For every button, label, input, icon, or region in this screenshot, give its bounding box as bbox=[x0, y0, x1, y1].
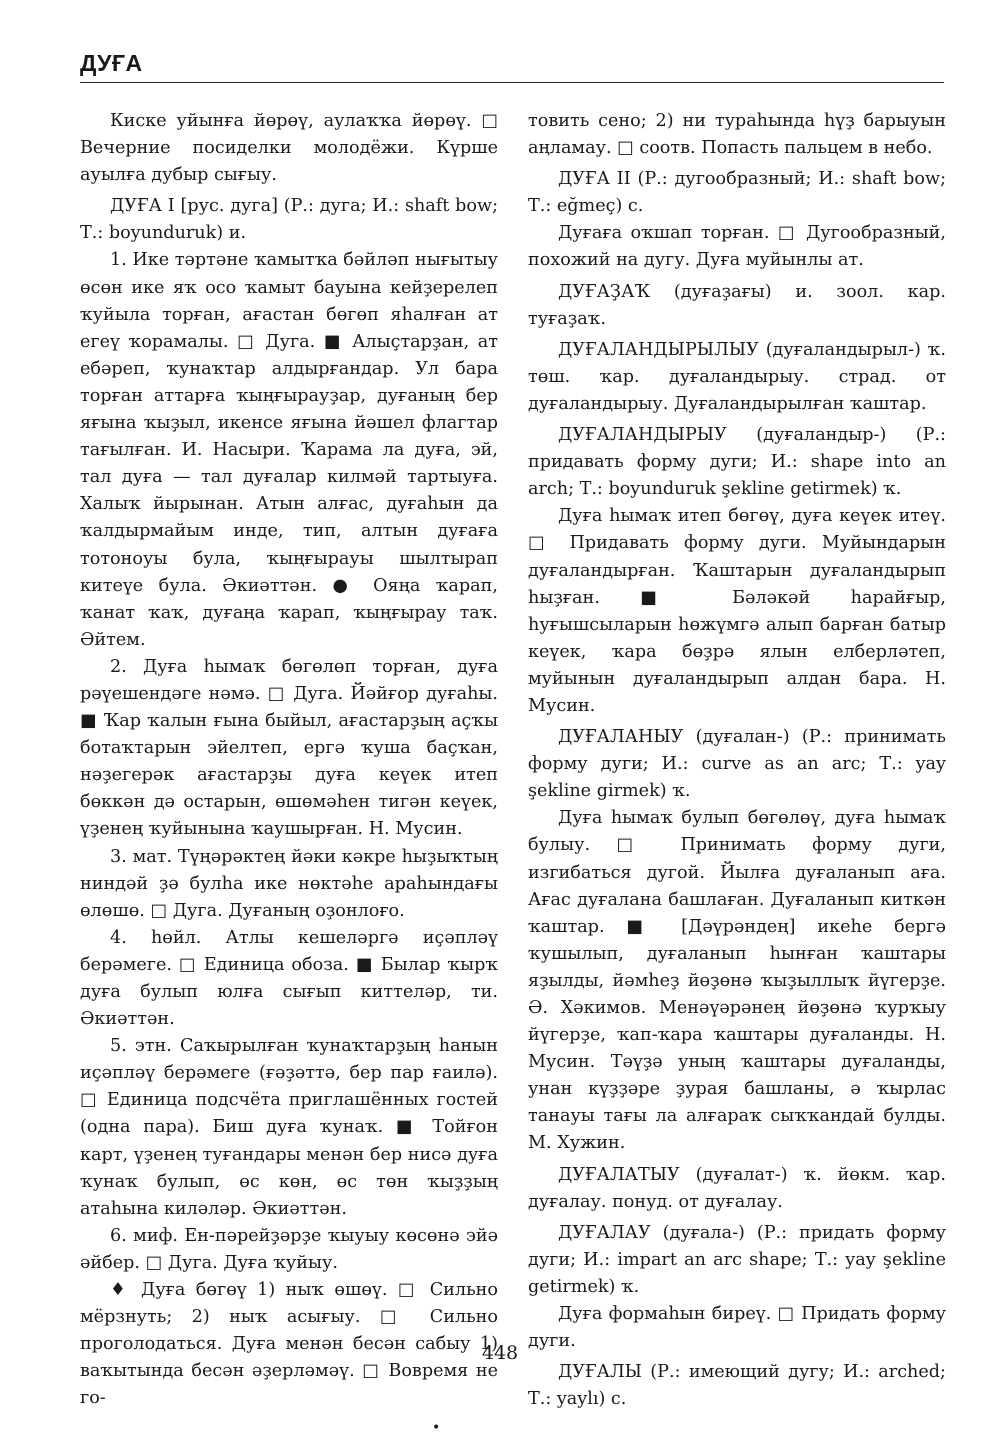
dictionary-paragraph: 6. миф. Ен-пәрейҙәрҙе ҡыуыу көсөнә эйә әйбер. □ Дуга. Дуға ҡуйыу. bbox=[80, 1225, 498, 1273]
dictionary-paragraph: ДУҒА II (Р.: дугообразный; И.: shaft bow; Т.: eğmeç) с. bbox=[528, 169, 946, 217]
dictionary-paragraph: Дуға һымаҡ итеп бөгөү, дуға кеүек итеү. □ Придавать форму дуги. Муйындарын дуғаландырған. Ҡаштарын дуғаландырып һыҙған. ■ Бәләкәй һарайғыр, һуғышсыларын һөжүмгә алып барған батыр кеүек, ҡара бөҙрә ялын елберләтеп, муйынын дуғаландырып алдан бара. Н. Мусин. bbox=[528, 506, 946, 716]
right-column bbox=[528, 108, 946, 1413]
page-number: 448 bbox=[481, 1342, 519, 1364]
dictionary-paragraph: 5. этн. Саҡырылған ҡунаҡтарҙың һанын иҫәпләү берәмеге (ғәҙәттә, бер пар ғаилә). □ Единица подсчёта приглашённых гостей (одна пара). Биш дуға ҡунаҡ. ■ Тойғон карт, үҙенең туғандары менән бер нисә дуға ҡунаҡ булып, өс көн, өс төн ҡыҙҙың атаһына киләләр. Әкиәттән. bbox=[80, 1036, 498, 1219]
dictionary-paragraph: 1. Ике тәртәне ҡамытҡа бәйләп нығытыу өсөн ике яҡ осо ҡамыт бауына кейҙерелеп ҡуйыла торған, ағастан бөгөп яһалған ат егеү ҡорамалы. □ Дуга. ■ Алыҫтарҙан, ат ебәреп, ҡунаҡтар алдырғандар. Ул бара торған аттарға ҡыңғырауҙар, дуғаның бер яғына ҡыҙыл, икенсе яғына йәшел флагтар тағылған. И. Насыри. Ҡарама ла дуға, эй, тал дуға — тал дуғалар килмәй тартыуға. Халыҡ йырынан. Атын алғас, дуғаһын да ҡалдырмайым инде, тип, алтын дуғаға тотоноуы була, ҡыңғырауы шылтырап китеүе була. Әкиәттән. ● Ояңа ҡарап, ҡанат ҡаҡ, дуғаңа ҡарап, ҡыңғырау таҡ. Әйтем. bbox=[80, 250, 498, 650]
dictionary-paragraph: Дуғаға оҡшап торған. □ Дугообразный, похожий на дугу. Дуға муйынлы ат. bbox=[528, 223, 946, 271]
dictionary-paragraph: Киске уйынға йөрөү, аулаҡҡа йөрөү. □ Вечерние посиделки молодёжи. Күрше ауылға дубыр сығыу. bbox=[80, 111, 498, 186]
dictionary-paragraph: ДУҒАҘАҠ (дуғаҙағы) и. зоол. кар. туғаҙаҡ. bbox=[528, 281, 946, 329]
dictionary-paragraph: ДУҒА I [рус. дуга] (Р.: дуга; И.: shaft bow; Т.: boyunduruk) и. bbox=[80, 196, 498, 244]
dictionary-paragraph: 4. һөйл. Атлы кешеләргә иҫәпләү берәмеге. □ Единица обоза. ■ Былар ҡырҡ дуға булып юлға сығып киттеләр, ти. Әкиәттән. bbox=[80, 927, 498, 1030]
dictionary-paragraph: Дуға формаһын биреү. □ Придать форму дуги. bbox=[528, 1304, 946, 1352]
dictionary-paragraph: ДУҒАЛАНДЫРЫУ (дуғаландыр-) (Р.: придавать форму дуги; И.: shape into an arch; Т.: boyunduruk şekline getirmek) ҡ. bbox=[528, 425, 946, 500]
dictionary-paragraph: ДУҒАЛАНДЫРЫЛЫУ (дуғаландырыл-) ҡ. төш. ҡар. дуғаландырыу. страд. от дуғаландырыу. Дуғаландырылған ҡаштар. bbox=[528, 339, 946, 414]
dictionary-paragraph: 3. мат. Түңәрәктең йәки кәкре һыҙыҡтың ниндәй ҙә булһа ике нөктәһе араһындағы өлөшө. □ Дуга. Дуғаның оҙонлоғо. bbox=[80, 846, 498, 921]
dictionary-paragraph: ДУҒАЛАНЫУ (дуғалан-) (Р.: принимать форму дуги; И.: curve as an arc; Т.: yay şekline girmek) ҡ. bbox=[528, 727, 946, 802]
left-column bbox=[80, 108, 498, 1413]
dictionary-paragraph: 2. Дуға һымаҡ бөгөлөп торған, дуға рәүешендәге нәмә. □ Дуга. Йәйғор дуғаһы. ■ Ҡар ҡалын ғына быйыл, ағастарҙың аҫҡы ботаҡтарын эйелтеп, ергә ҡуша баҫҡан, нәҙегерәк ағастарҙы дуға кеүек итеп бөккән дә остарын, өшөмәһен тигән кеүек, үҙенең ҡуйынына ҡаушырған. Н. Мусин. bbox=[80, 656, 498, 840]
dictionary-paragraph: товить сено; 2) ни тураһында һүҙ барыуын аңламау. □ соотв. Попасть пальцем в небо. bbox=[528, 111, 946, 159]
dictionary-paragraph: Дуға һымаҡ булып бөгөлөү, дуға һымаҡ булыу. □ Принимать форму дуги, изгибаться дугой. Йылға дуғаланып аға. Ағас дуғалана башлаған. Дуғаланып киткән ҡаштар. ■ [Дәүрәндең] икеһе бергә ҡушылып, дуғаланып һынған ҡаштары яҙылды, йәмһеҙ йөҙөнә ҡыҙыллыҡ йүгерҙе. Ә. Хәкимов. Менәүәрәнең йөҙөнә ҡурҡыу йүгерҙе, ҡап-ҡара ҡаштары дуғаланды. Н. Мусин. Тәүҙә уның ҡаштары дуғаланды, унан күҙҙәре ҙурая башланы, ә ҡырлас танауы тағы ла алғараҡ сыҡҡандай булды. М. Хужин. bbox=[528, 808, 946, 1154]
dictionary-paragraph: ДУҒАЛАТЫУ (дуғалат-) ҡ. йөкм. ҡар. дуғалау. понуд. от дуғалау. bbox=[528, 1164, 946, 1212]
dictionary-paragraph: ♦ Дуға бөгөү 1) ныҡ өшөү. □ Сильно мёрзнуть; 2) ныҡ асығыу. □ Сильно проголодаться. Дуға менән бесән сабыу 1) ваҡытында бесән әҙерләмәү. □ Вовремя не го- bbox=[80, 1280, 498, 1409]
dictionary-paragraph: ДУҒАЛЫ (Р.: имеющий дугу; И.: arched; Т.: yaylı) с. bbox=[528, 1362, 946, 1410]
running-head: ДУҒА bbox=[80, 50, 143, 76]
scan-mark: • bbox=[432, 1420, 441, 1436]
dictionary-paragraph: ДУҒАЛАУ (дуғала-) (Р.: придать форму дуги; И.: impart an arc shape; Т.: yay şekline getirmek) ҡ. bbox=[528, 1222, 946, 1297]
header-rule bbox=[80, 82, 944, 83]
